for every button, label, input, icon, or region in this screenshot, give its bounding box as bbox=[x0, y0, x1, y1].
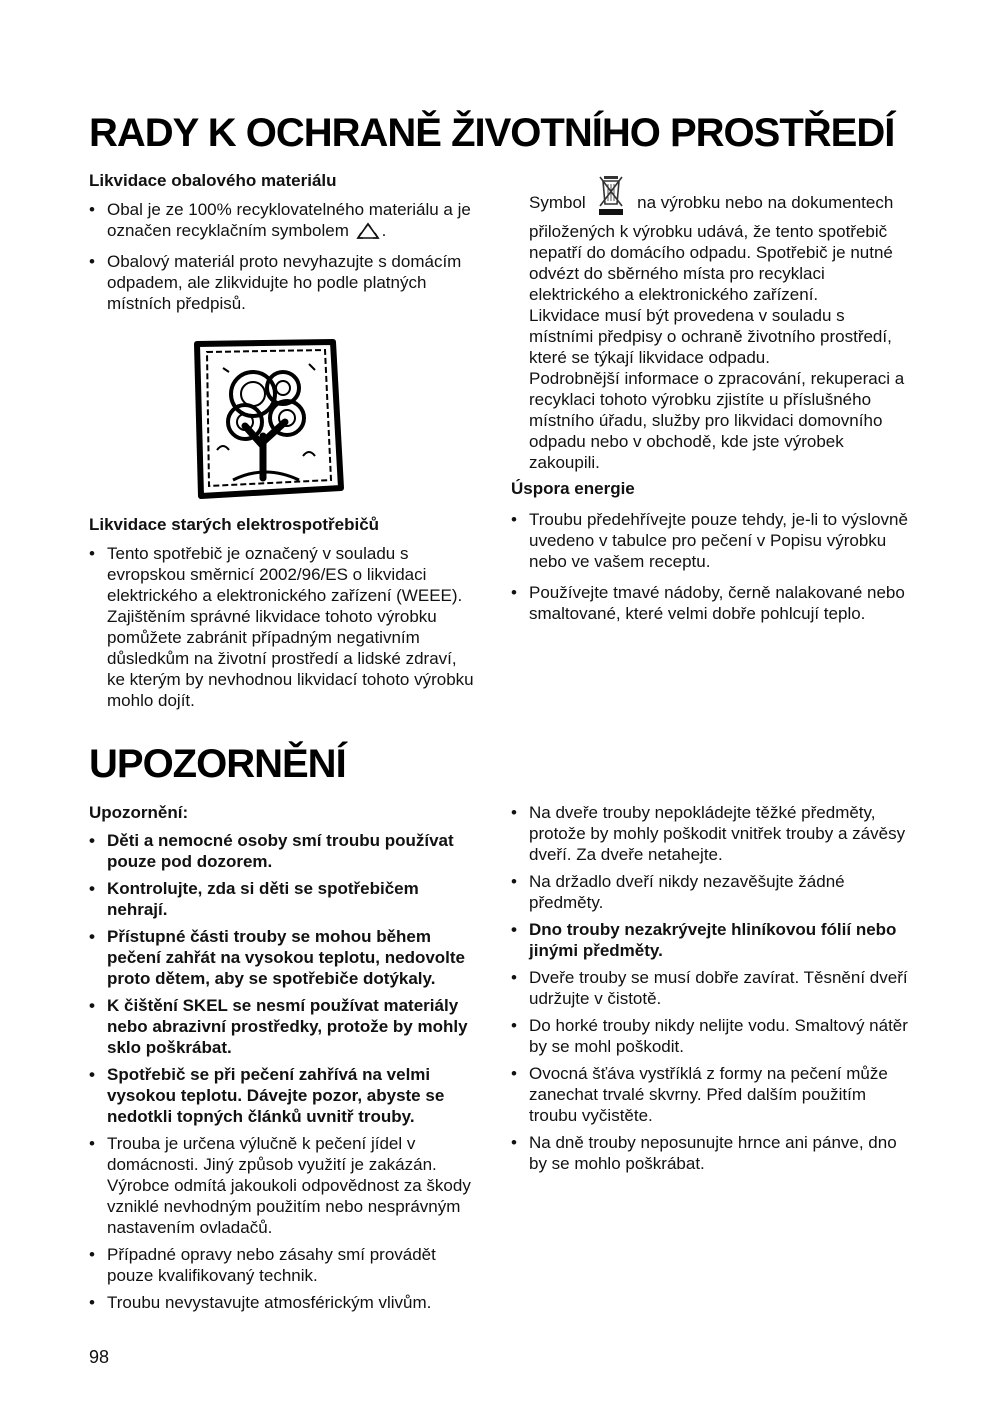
env-right-column bbox=[511, 172, 911, 630]
list-item: • Na držadlo dveří nikdy nezavěšujte žádné předměty. bbox=[511, 871, 911, 913]
packaging-item-1-end: . bbox=[381, 221, 387, 240]
warnings-right-list bbox=[511, 802, 911, 1174]
weee-text-post: na výrobku nebo na dokumentech přiložených k výrobku udává, že tento spotřebič nepatří do domácího odpadu. Spotřebič je nutné odvézt do sběrného místa pro recyklaci elektrického a elektronického zařízení. bbox=[529, 193, 894, 304]
weee-text-2: Likvidace musí být provedena v souladu s místními předpisy o ochraně životního prostředí, které se týkají likvidace odpadu. bbox=[529, 306, 892, 367]
packaging-list bbox=[89, 199, 477, 314]
tidy-tree-illustration bbox=[193, 338, 345, 500]
recycle-icon bbox=[356, 222, 380, 245]
energy-heading: Úspora energie bbox=[511, 479, 635, 498]
section-title-environment: RADY K OCHRANĚ ŽIVOTNÍHO PROSTŘEDÍ bbox=[89, 111, 895, 155]
list-item: • Trouba je určena výlučně k pečení jídel v domácnosti. Jiný způsob využití je zakázán. Výrobce odmítá jakoukoli odpovědnost za škody vzniklé nevhodným použitím nebo nesprávným nastavením ovladačů. bbox=[89, 1133, 481, 1238]
old-appliances-list bbox=[89, 543, 477, 711]
list-item: • Děti a nemocné osoby smí troubu používat pouze pod dozorem. bbox=[89, 830, 481, 872]
list-item: • Na dně trouby neposunujte hrnce ani pánve, dno by se mohlo poškrábat. bbox=[511, 1132, 911, 1174]
list-item: • Dveře trouby se musí dobře zavírat. Těsnění dveří udržujte v čistotě. bbox=[511, 967, 911, 1009]
list-item: • Obalový materiál proto nevyhazujte s domácím odpadem, ale zlikvidujte ho podle platných místních předpisů. bbox=[89, 251, 477, 314]
list-item: • Přístupné části trouby se mohou během pečení zahřát na vysokou teplotu, nedovolte proto dětem, aby se spotřebiče dotýkaly. bbox=[89, 926, 481, 989]
energy-list bbox=[511, 509, 911, 624]
list-item: • Používejte tmavé nádoby, černě nalakované nebo smaltované, které velmi dobře pohlcují teplo. bbox=[511, 582, 911, 624]
warnings-right-column bbox=[511, 802, 911, 1180]
list-item bbox=[89, 199, 477, 245]
section-title-warnings: UPOZORNĚNÍ bbox=[89, 742, 346, 786]
old-appliances-text-1: • Tento spotřebič je označený v souladu s evropskou směrnicí 2002/96/ES o likvidaci elektrického a elektronického zařízení (WEEE). bbox=[107, 544, 463, 605]
list-item: • K čištění SKEL se nesmí používat materiály nebo abrazivní prostředky, protože by mohly sklo poškrábat. bbox=[89, 995, 481, 1058]
old-appliances-text-2: Zajištěním správné likvidace tohoto výrobku pomůžete zabránit případným negativním důsledkům na životní prostředí a lidské zdraví, ke kterým by nevhodnou likvidací tohoto výrobku mohlo dojít. bbox=[107, 607, 474, 710]
list-item: • Dno trouby nezakrývejte hliníkovou fólií nebo jinými předměty. bbox=[511, 919, 911, 961]
list-item: • Troubu předehřívejte pouze tehdy, je-li to výslovně uvedeno v tabulce pro pečení v Popisu výrobku nebo ve vašem receptu. bbox=[511, 509, 911, 572]
page-number: 98 bbox=[89, 1347, 110, 1367]
list-item: • Na dveře trouby nepokládejte těžké předměty, protože by mohly poškodit vnitřek trouby a závěsy dveří. Za dveře netahejte. bbox=[511, 802, 911, 865]
packaging-heading: Likvidace obalového materiálu bbox=[89, 171, 337, 190]
weee-paragraph bbox=[511, 172, 911, 473]
list-item: • Troubu nevystavujte atmosférickým vlivům. bbox=[89, 1292, 481, 1313]
env-left-column bbox=[89, 170, 477, 717]
list-item: • Spotřebič se při pečení zahřívá na velmi vysokou teplotu. Dávejte pozor, abyste se nedotkli topných článků uvnitř trouby. bbox=[89, 1064, 481, 1127]
list-item bbox=[89, 543, 477, 711]
warnings-heading: Upozornění: bbox=[89, 803, 189, 822]
crossed-bin-icon bbox=[596, 172, 626, 221]
warnings-left-column bbox=[89, 802, 481, 1319]
weee-text-pre: Symbol bbox=[529, 193, 586, 212]
list-item: • Ovocná šťáva vystříklá z formy na pečení může zanechat trvalé skvrny. Před dalším použitím troubu vyčistěte. bbox=[511, 1063, 911, 1126]
warnings-left-list bbox=[89, 830, 481, 1313]
list-item: • Případné opravy nebo zásahy smí provádět pouze kvalifikovaný technik. bbox=[89, 1244, 481, 1286]
list-item: • Kontrolujte, zda si děti se spotřebičem nehrají. bbox=[89, 878, 481, 920]
list-item: • Do horké trouby nikdy nelijte vodu. Smaltový nátěr by se mohl poškodit. bbox=[511, 1015, 911, 1057]
weee-text-3: Podrobnější informace o zpracování, rekuperaci a recyklaci tohoto výrobku zjistíte u příslušného místního úřadu, služby pro likvidaci domovního odpadu nebo v obchodě, kde jste výrobek zakoupili. bbox=[529, 369, 905, 472]
packaging-item-1-text: Obal je ze 100% recyklovatelného materiálu a je označen recyklačním symbolem bbox=[107, 200, 471, 240]
old-appliances-heading: Likvidace starých elektrospotřebičů bbox=[89, 515, 380, 534]
